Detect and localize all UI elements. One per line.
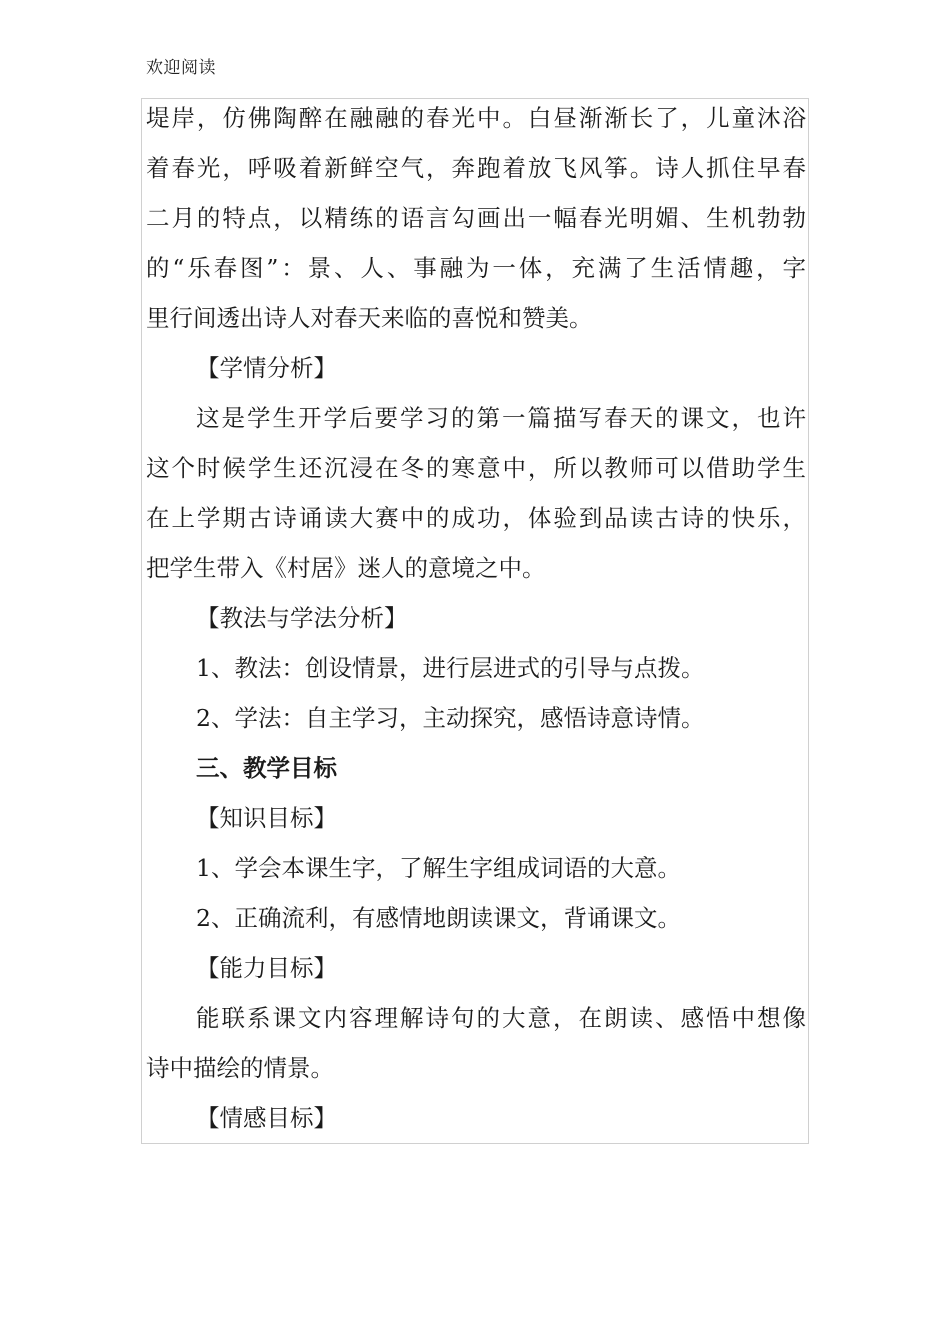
paragraph-line: 堤岸，仿佛陶醉在融融的春光中。白昼渐渐长了，儿童沐浴 bbox=[146, 104, 806, 132]
list-item: 1、学会本课生字，了解生字组成词语的大意。 bbox=[196, 854, 681, 882]
list-item: 1、教法：创设情景，进行层进式的引导与点拨。 bbox=[196, 654, 705, 682]
paragraph-line: 把学生带入《村居》迷人的意境之中。 bbox=[146, 554, 546, 582]
page-header: 欢迎阅读 bbox=[146, 58, 216, 78]
paragraph-line: 这是学生开学后要学习的第一篇描写春天的课文，也许 bbox=[196, 404, 806, 432]
section-heading: 【能力目标】 bbox=[196, 954, 337, 982]
paragraph-line: 这个时候学生还沉浸在冬的寒意中，所以教师可以借助学生 bbox=[146, 454, 806, 482]
section-heading: 【学情分析】 bbox=[196, 354, 337, 382]
section-heading: 【知识目标】 bbox=[196, 804, 337, 832]
section-heading: 【情感目标】 bbox=[196, 1104, 337, 1132]
paragraph-line: 能联系课文内容理解诗句的大意，在朗读、感悟中想像 bbox=[196, 1004, 806, 1032]
paragraph-line: 里行间透出诗人对春天来临的喜悦和赞美。 bbox=[146, 304, 593, 332]
list-item: 2、学法：自主学习，主动探究，感悟诗意诗情。 bbox=[196, 704, 705, 732]
list-item: 2、正确流利，有感情地朗读课文，背诵课文。 bbox=[196, 904, 681, 932]
paragraph-line: 诗中描绘的情景。 bbox=[146, 1054, 334, 1082]
paragraph-line: 着春光，呼吸着新鲜空气，奔跑着放飞风筝。诗人抓住早春 bbox=[146, 154, 806, 182]
chapter-heading: 三、教学目标 bbox=[196, 754, 337, 782]
paragraph-line: 在上学期古诗诵读大赛中的成功，体验到品读古诗的快乐， bbox=[146, 504, 806, 532]
paragraph-line: 二月的特点，以精练的语言勾画出一幅春光明媚、生机勃勃 bbox=[146, 204, 806, 232]
section-heading: 【教法与学法分析】 bbox=[196, 604, 408, 632]
paragraph-line: 的“乐春图”：景、人、事融为一体，充满了生活情趣，字 bbox=[146, 254, 806, 282]
